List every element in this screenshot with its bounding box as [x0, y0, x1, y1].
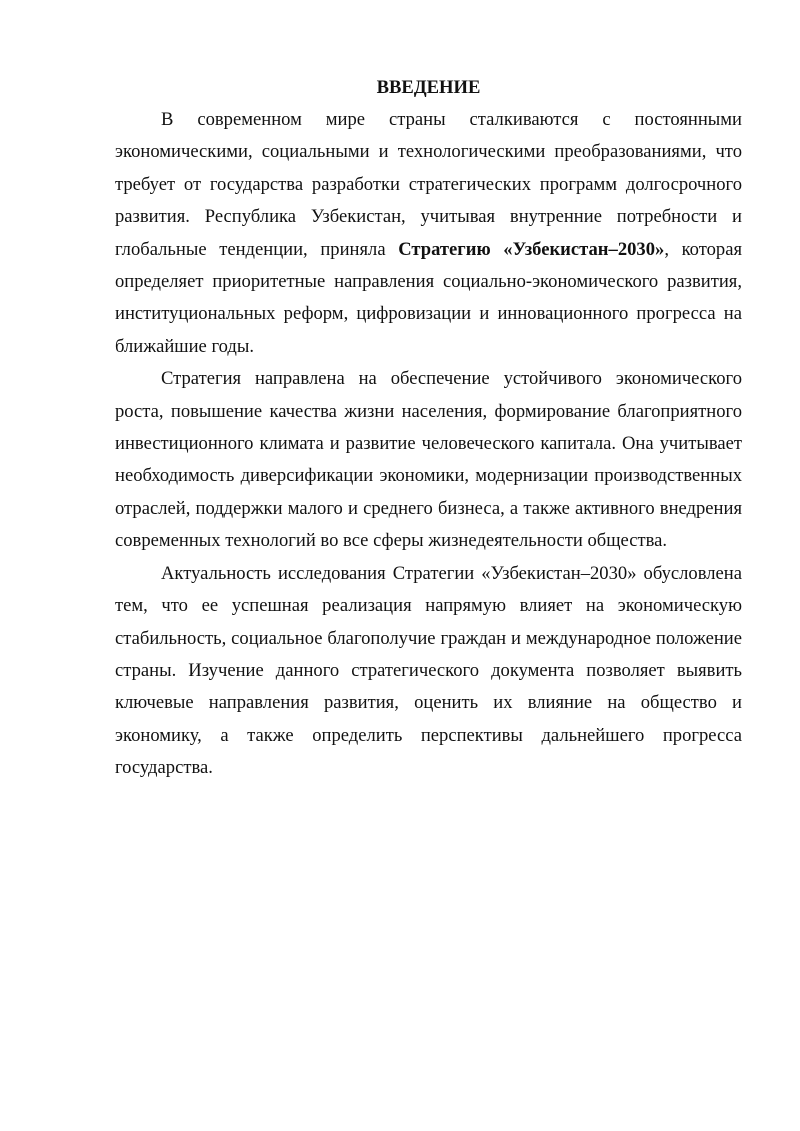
intro-paragraph-1: [115, 104, 742, 363]
intro-paragraph-2: Стратегия направлена на обеспечение устойчивого экономического роста, повышение качества жизни населения, формирование благоприятного инвестиционного климата и развитие человеческого капитала. Она учитывает необходимость диверсификации экономики, модернизации производственных отраслей, поддержки малого и среднего бизнеса, а также активного внедрения современных технологий во все сферы жизнедеятельности общества.: [115, 368, 742, 552]
paragraph-1-text-end: , которая определяет приоритетные направления социально-экономического развития, институциональных реформ, цифровизации и инновационного прогресса на ближайшие годы.: [115, 238, 743, 357]
page-title: ВВЕДЕНИЕ: [376, 77, 481, 98]
intro-paragraph-3: Актуальность исследования Стратегии «Узбекистан–2030» обусловлена тем, что ее успешная реализация напрямую влияет на экономическую стабильность, социальное благополучие граждан и международное положение страны. Изучение данного стратегического документа позволяет выявить ключевые направления развития, оценить их влияние на общество и экономику, а также определить перспективы дальнейшего прогресса государства.: [115, 562, 742, 779]
document-page: [115, 74, 742, 785]
paragraph-1-text-start: В современном мире страны сталкиваются с постоянными экономическими, социальными и технологическими преобразованиями, что требует от государства разработки стратегических программ долгосрочного развития. Республика Узбекистан, учитывая внутренние потребности и глобальные тенденции, приняла: [115, 109, 742, 260]
strategy-name-bold: Стратегию «Узбекистан–2030»: [398, 238, 665, 260]
